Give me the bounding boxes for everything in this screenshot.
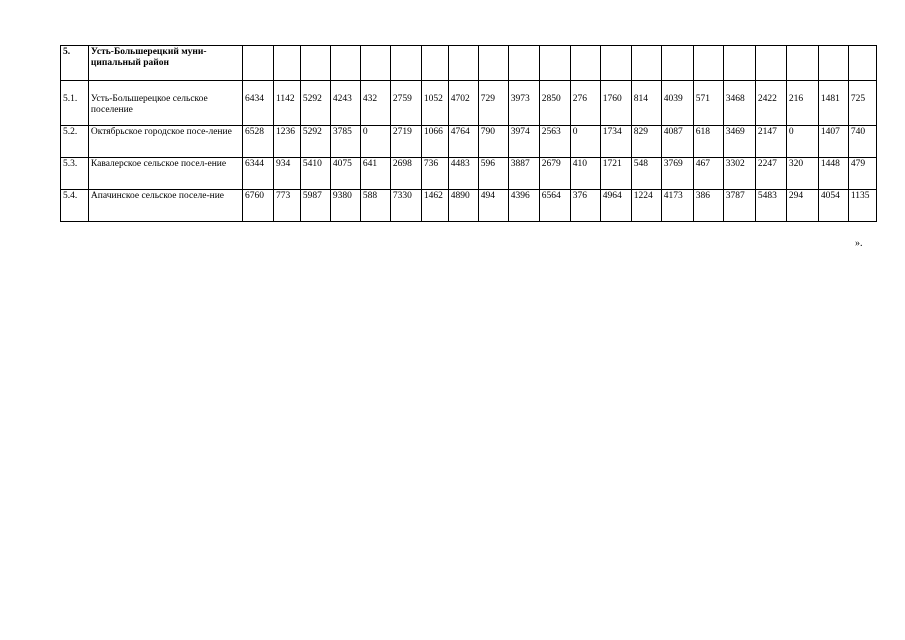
table-cell: 5987: [300, 190, 330, 222]
table-cell: 571: [693, 81, 723, 126]
table-cell: 276: [570, 81, 600, 126]
table-cell: 3974: [508, 126, 539, 158]
table-cell: 596: [478, 158, 508, 190]
table-cell: 1052: [421, 81, 448, 126]
table-cell: 2759: [390, 81, 421, 126]
table-cell: 1462: [421, 190, 448, 222]
row-name: Кавалерское сельское посел-ение: [88, 158, 242, 190]
table-cell: 2563: [539, 126, 570, 158]
table-cell: 618: [693, 126, 723, 158]
table-cell: 7330: [390, 190, 421, 222]
row-number: 5.2.: [61, 126, 89, 158]
table-cell: 588: [360, 190, 390, 222]
table-cell: 479: [848, 158, 876, 190]
table-cell: 4243: [330, 81, 360, 126]
table-row: [61, 190, 877, 222]
row-number: 5.3.: [61, 158, 89, 190]
table-cell: 4890: [448, 190, 478, 222]
table-cell: 934: [274, 158, 301, 190]
table-cell: 729: [478, 81, 508, 126]
table-cell: 5410: [300, 158, 330, 190]
table-cell: 1135: [848, 190, 876, 222]
table-cell: 5292: [300, 81, 330, 126]
table-cell: 4702: [448, 81, 478, 126]
table-cell: 1481: [818, 81, 848, 126]
table-row-header: [61, 46, 877, 81]
table-cell: 376: [570, 190, 600, 222]
table-cell: 2247: [755, 158, 786, 190]
table-cell: 1407: [818, 126, 848, 158]
table-cell: 1224: [631, 190, 661, 222]
table-cell: 1142: [274, 81, 301, 126]
table-cell: 2850: [539, 81, 570, 126]
row-name: Усть-Большерецкий муни-ципальный район: [88, 46, 242, 81]
table-cell: 641: [360, 158, 390, 190]
table-cell: 1734: [600, 126, 631, 158]
table-cell: 3787: [723, 190, 755, 222]
table-cell: 294: [786, 190, 818, 222]
table-cell: 386: [693, 190, 723, 222]
table-cell: 216: [786, 81, 818, 126]
table-cell: 3469: [723, 126, 755, 158]
table-cell: 432: [360, 81, 390, 126]
table-cell: 6760: [243, 190, 274, 222]
table-cell: 2719: [390, 126, 421, 158]
table-cell: 2422: [755, 81, 786, 126]
table-cell: 773: [274, 190, 301, 222]
table-cell: 1721: [600, 158, 631, 190]
table-cell: 790: [478, 126, 508, 158]
table-cell: 3973: [508, 81, 539, 126]
row-number: 5.4.: [61, 190, 89, 222]
row-name: Усть-Большерецкое сельское поселение: [88, 81, 242, 126]
table-cell: 4964: [600, 190, 631, 222]
table-cell: 3468: [723, 81, 755, 126]
table-cell: 9380: [330, 190, 360, 222]
table-cell: 2698: [390, 158, 421, 190]
row-name: Октябрьское городское посе-ление: [88, 126, 242, 158]
table-cell: 0: [360, 126, 390, 158]
table-cell: 740: [848, 126, 876, 158]
table-cell: 1760: [600, 81, 631, 126]
table-cell: 467: [693, 158, 723, 190]
table-row: [61, 158, 877, 190]
table-cell: 4087: [661, 126, 693, 158]
table-cell: 3769: [661, 158, 693, 190]
table-cell: 5483: [755, 190, 786, 222]
data-table: [60, 45, 877, 222]
table-cell: 4173: [661, 190, 693, 222]
table-cell: 725: [848, 81, 876, 126]
table-cell: 6564: [539, 190, 570, 222]
table-cell: 320: [786, 158, 818, 190]
table-cell: 1236: [274, 126, 301, 158]
table-cell: 1448: [818, 158, 848, 190]
table-cell: 4764: [448, 126, 478, 158]
row-number: 5.1.: [61, 81, 89, 126]
row-name: Апачинское сельское поселе-ние: [88, 190, 242, 222]
table-cell: 5292: [300, 126, 330, 158]
table-cell: 1066: [421, 126, 448, 158]
table-cell: 829: [631, 126, 661, 158]
table-cell: 3785: [330, 126, 360, 158]
table-cell: 6344: [243, 158, 274, 190]
table-cell: 4039: [661, 81, 693, 126]
table-cell: 3302: [723, 158, 755, 190]
table-cell: 0: [570, 126, 600, 158]
table-row: [61, 126, 877, 158]
table-cell: 4054: [818, 190, 848, 222]
row-number: 5.: [61, 46, 89, 81]
table-cell: 4075: [330, 158, 360, 190]
table-cell: 494: [478, 190, 508, 222]
table-cell: 3887: [508, 158, 539, 190]
table-cell: 410: [570, 158, 600, 190]
closing-quote-mark: ».: [855, 238, 863, 249]
table-row: [61, 81, 877, 126]
table-cell: 2679: [539, 158, 570, 190]
table-cell: 0: [786, 126, 818, 158]
table-cell: 4396: [508, 190, 539, 222]
table-cell: 6434: [243, 81, 274, 126]
table-cell: 4483: [448, 158, 478, 190]
table-cell: 6528: [243, 126, 274, 158]
table-cell: 814: [631, 81, 661, 126]
table-cell: 2147: [755, 126, 786, 158]
table-cell: 736: [421, 158, 448, 190]
table-cell: 548: [631, 158, 661, 190]
